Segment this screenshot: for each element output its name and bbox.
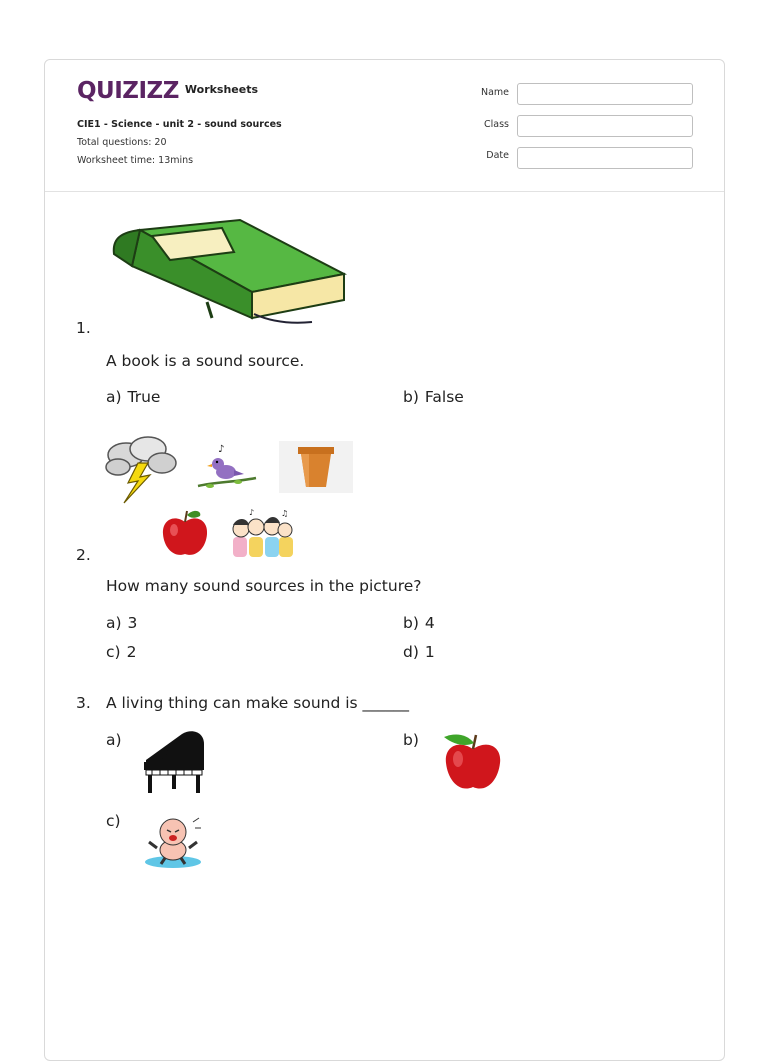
svg-text:♪: ♪ <box>218 444 225 455</box>
question-number: 2. <box>76 546 91 564</box>
apple-icon <box>160 508 210 558</box>
question-text: A book is a sound source. <box>106 352 305 370</box>
option-b[interactable] <box>403 388 464 406</box>
option-text: 4 <box>424 614 435 632</box>
option-label: b) <box>403 614 419 632</box>
singing-kids-icon <box>229 507 295 561</box>
option-b[interactable] <box>403 731 425 749</box>
green-book-icon <box>112 218 348 328</box>
option-a[interactable] <box>106 388 160 406</box>
option-text: False <box>424 388 464 406</box>
worksheet-time: Worksheet time: 13mins <box>77 155 194 166</box>
red-apple-icon[interactable] <box>442 731 504 793</box>
name-label: Name <box>480 87 509 98</box>
flower-pot-icon <box>279 441 353 493</box>
option-text: 3 <box>127 614 138 632</box>
quizizz-logo: QUIZIZZ <box>77 78 179 104</box>
total-questions: Total questions: 20 <box>77 137 167 148</box>
option-label: a) <box>106 731 122 749</box>
option-label: d) <box>403 643 419 661</box>
option-label: b) <box>403 731 419 749</box>
worksheet-page <box>44 59 725 1061</box>
date-label: Date <box>486 150 509 161</box>
singing-bird-icon <box>196 442 260 494</box>
class-label: Class <box>484 119 509 130</box>
grand-piano-icon[interactable] <box>142 728 208 796</box>
option-text: True <box>127 388 161 406</box>
class-field[interactable] <box>517 115 693 137</box>
option-b[interactable] <box>403 614 435 632</box>
brand <box>77 78 258 104</box>
brand-subtitle: Worksheets <box>184 83 259 96</box>
option-text: 1 <box>424 643 435 661</box>
option-d[interactable] <box>403 643 435 661</box>
worksheet-title: CIE1 - Science - unit 2 - sound sources <box>77 119 282 130</box>
option-label: c) <box>106 643 121 661</box>
option-label: a) <box>106 614 122 632</box>
option-label: c) <box>106 812 121 830</box>
crying-baby-icon[interactable] <box>143 812 203 870</box>
svg-text:♪: ♪ <box>249 508 255 517</box>
svg-text:♫: ♫ <box>281 509 289 518</box>
thunder-cloud-icon <box>104 435 178 505</box>
option-a[interactable] <box>106 614 137 632</box>
name-field[interactable] <box>517 83 693 105</box>
option-label: b) <box>403 388 419 406</box>
worksheet-header <box>45 60 724 192</box>
question-text: How many sound sources in the picture? <box>106 577 422 595</box>
option-c[interactable] <box>106 812 127 830</box>
option-text: 2 <box>126 643 137 661</box>
question-number: 1. <box>76 319 91 337</box>
option-a[interactable] <box>106 731 128 749</box>
question-text: A living thing can make sound is ______ <box>106 694 410 712</box>
date-field[interactable] <box>517 147 693 169</box>
option-c[interactable] <box>106 643 136 661</box>
option-label: a) <box>106 388 122 406</box>
question-number: 3. <box>76 694 91 712</box>
